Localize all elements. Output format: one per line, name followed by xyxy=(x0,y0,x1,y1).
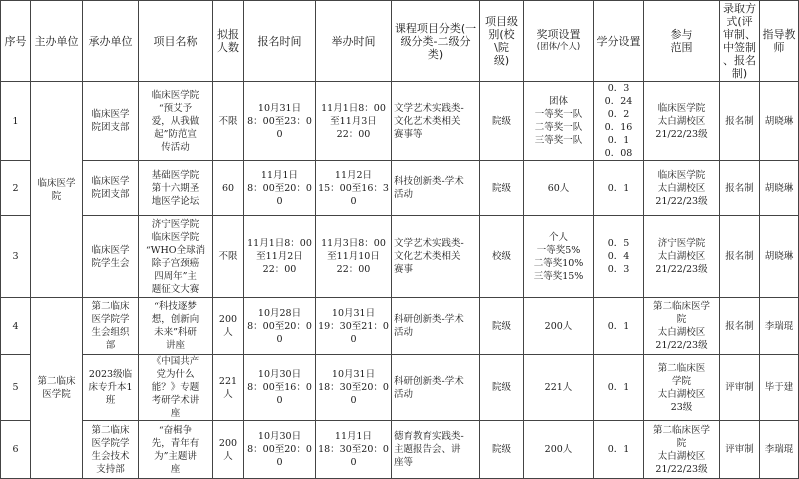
cell-project: “奋楫争 先，青年有 为”主题讲 座 xyxy=(139,421,213,479)
cell-quota: 不限 xyxy=(213,216,244,298)
header-project: 项目名称 xyxy=(139,1,213,82)
cell-awards: 个人 一等奖5% 二等奖10% 三等奖15% xyxy=(524,216,594,298)
cell-hold-time: 11月1日8：00 至11月3日 22：00 xyxy=(316,82,392,161)
cell-credits: 0．1 xyxy=(594,298,644,355)
cell-teacher: 李瑞琨 xyxy=(760,421,799,479)
table-row xyxy=(1,216,799,298)
cell-no: 3 xyxy=(1,216,31,298)
header-hold-time: 举办时间 xyxy=(316,1,392,82)
table-row xyxy=(1,421,799,479)
cell-quota: 221人 xyxy=(213,355,244,421)
cell-level: 院级 xyxy=(480,82,524,161)
cell-admission: 评审制 xyxy=(720,421,760,479)
header-awards: 奖项设置 (团体/个人) xyxy=(524,1,594,82)
cell-undertaker: 临床医学 院团支部 xyxy=(83,161,139,216)
cell-organizer-group: 第二临床 医学院 xyxy=(31,298,83,479)
cell-credits: 0．1 xyxy=(594,421,644,479)
cell-level: 校级 xyxy=(480,216,524,298)
table-row xyxy=(1,161,799,216)
cell-scope: 临床医学院 太白湖校区 21/22/23级 xyxy=(644,161,720,216)
header-quota: 拟报 人数 xyxy=(213,1,244,82)
cell-category: 文学艺术实践类- 文化艺术类相关 赛事等 xyxy=(392,82,480,161)
cell-reg-time: 11月1日 8：00至20：00 xyxy=(244,161,316,216)
cell-no: 2 xyxy=(1,161,31,216)
cell-scope: 第二临床医学 院 太白湖校区 21/22/23级 xyxy=(644,298,720,355)
cell-admission: 报名制 xyxy=(720,216,760,298)
cell-level: 院级 xyxy=(480,355,524,421)
cell-admission: 评审制 xyxy=(720,355,760,421)
cell-organizer-group: 临床医学 院 xyxy=(31,82,83,298)
header-row xyxy=(1,1,799,82)
header-credits: 学分设置 xyxy=(594,1,644,82)
cell-project: 基础医学院 第十六期圣 地医学论坛 xyxy=(139,161,213,216)
cell-undertaker: 临床医学 院团支部 xyxy=(83,82,139,161)
cell-awards: 团体 一等奖一队 二等奖一队 三等奖一队 xyxy=(524,82,594,161)
cell-reg-time: 10月30日 8：00至20：00 xyxy=(244,421,316,479)
cell-quota: 不限 xyxy=(213,82,244,161)
cell-teacher: 毕于建 xyxy=(760,355,799,421)
cell-hold-time: 11月3日8：00 至11月10日 22：00 xyxy=(316,216,392,298)
cell-category: 文学艺术实践类- 文化艺术类相关 赛事 xyxy=(392,216,480,298)
cell-credits: 0．1 xyxy=(594,161,644,216)
cell-level: 院级 xyxy=(480,161,524,216)
cell-quota: 200人 xyxy=(213,298,244,355)
cell-reg-time: 10月30日 8：00至16：00 xyxy=(244,355,316,421)
header-organizer: 主办单位 xyxy=(31,1,83,82)
cell-hold-time: 11月2日 15：00至16：30 xyxy=(316,161,392,216)
header-admission: 录取方 式(评 审制、 中签制 、报名 制) xyxy=(720,1,760,82)
table-row xyxy=(1,298,799,355)
cell-scope: 临床医学院 太白湖校区 21/22/23级 xyxy=(644,82,720,161)
cell-category: 科研创新类-学术 活动 xyxy=(392,298,480,355)
cell-awards: 200人 xyxy=(524,298,594,355)
cell-admission: 报名制 xyxy=(720,82,760,161)
cell-no: 5 xyxy=(1,355,31,421)
cell-category: 科研创新类-学术 活动 xyxy=(392,355,480,421)
cell-project: “科技逐梦 想，创新向 未来”科研 讲座 xyxy=(139,298,213,355)
cell-quota: 200人 xyxy=(213,421,244,479)
header-no: 序号 xyxy=(1,1,31,82)
header-undertaker: 承办单位 xyxy=(83,1,139,82)
cell-teacher: 胡晓琳 xyxy=(760,82,799,161)
header-teacher: 指导教 师 xyxy=(760,1,799,82)
cell-hold-time: 10月31日 19：30至21：00 xyxy=(316,298,392,355)
cell-credits: 0．3 0．24 0．2 0．16 0．1 0．08 xyxy=(594,82,644,161)
cell-credits: 0．5 0．4 0．3 xyxy=(594,216,644,298)
cell-admission: 报名制 xyxy=(720,298,760,355)
table-row xyxy=(1,82,799,161)
cell-category: 德育教育实践类- 主题报告会、讲 座等 xyxy=(392,421,480,479)
cell-no: 1 xyxy=(1,82,31,161)
cell-teacher: 李瑞琨 xyxy=(760,298,799,355)
cell-undertaker: 第二临床 医学院学 生会组织 部 xyxy=(83,298,139,355)
cell-hold-time: 10月31日 18：30至20：00 xyxy=(316,355,392,421)
cell-awards: 200人 xyxy=(524,421,594,479)
cell-admission: 报名制 xyxy=(720,161,760,216)
cell-level: 院级 xyxy=(480,298,524,355)
cell-project: 临床医学院 “预艾予 爱，从我做 起”防范宣 传活动 xyxy=(139,82,213,161)
cell-awards: 221人 xyxy=(524,355,594,421)
cell-project: 济宁医学院 临床医学院 “WHO全球消 除子宫颈癌 四周年”主 题征文大赛 xyxy=(139,216,213,298)
header-scope: 参与 范围 xyxy=(644,1,720,82)
cell-reg-time: 10月31日 8：00至23：00 xyxy=(244,82,316,161)
cell-credits: 0．1 xyxy=(594,355,644,421)
cell-undertaker: 第二临床 医学院学 生会技术 支持部 xyxy=(83,421,139,479)
header-category: 课程项目分类(一 级分类-二级分 类) xyxy=(392,1,480,82)
cell-awards: 60人 xyxy=(524,161,594,216)
cell-category: 科技创新类-学术 活动 xyxy=(392,161,480,216)
cell-scope: 第二临床医 学院 太白湖校区 23级 xyxy=(644,355,720,421)
cell-scope: 济宁医学院 太白湖校区 21/22/23级 xyxy=(644,216,720,298)
cell-reg-time: 11月1日8：00 至11月2日 22：00 xyxy=(244,216,316,298)
cell-no: 4 xyxy=(1,298,31,355)
cell-level: 院级 xyxy=(480,421,524,479)
table-row xyxy=(1,355,799,421)
cell-project: 《中国共产 党为什么 能？》专题 考研学术讲 座 xyxy=(139,355,213,421)
header-level: 项目级 别(校\院 级) xyxy=(480,1,524,82)
cell-teacher: 胡晓琳 xyxy=(760,216,799,298)
cell-teacher: 胡晓琳 xyxy=(760,161,799,216)
cell-scope: 第二临床医学 院 太白湖校区 21/22/23级 xyxy=(644,421,720,479)
cell-no: 6 xyxy=(1,421,31,479)
header-reg-time: 报名时间 xyxy=(244,1,316,82)
cell-hold-time: 11月1日 18：30至20：00 xyxy=(316,421,392,479)
cell-quota: 60 xyxy=(213,161,244,216)
cell-undertaker: 临床医学 院学生会 xyxy=(83,216,139,298)
cell-reg-time: 10月28日 8：00至20：00 xyxy=(244,298,316,355)
cell-undertaker: 2023级临 床专升本1 班 xyxy=(83,355,139,421)
